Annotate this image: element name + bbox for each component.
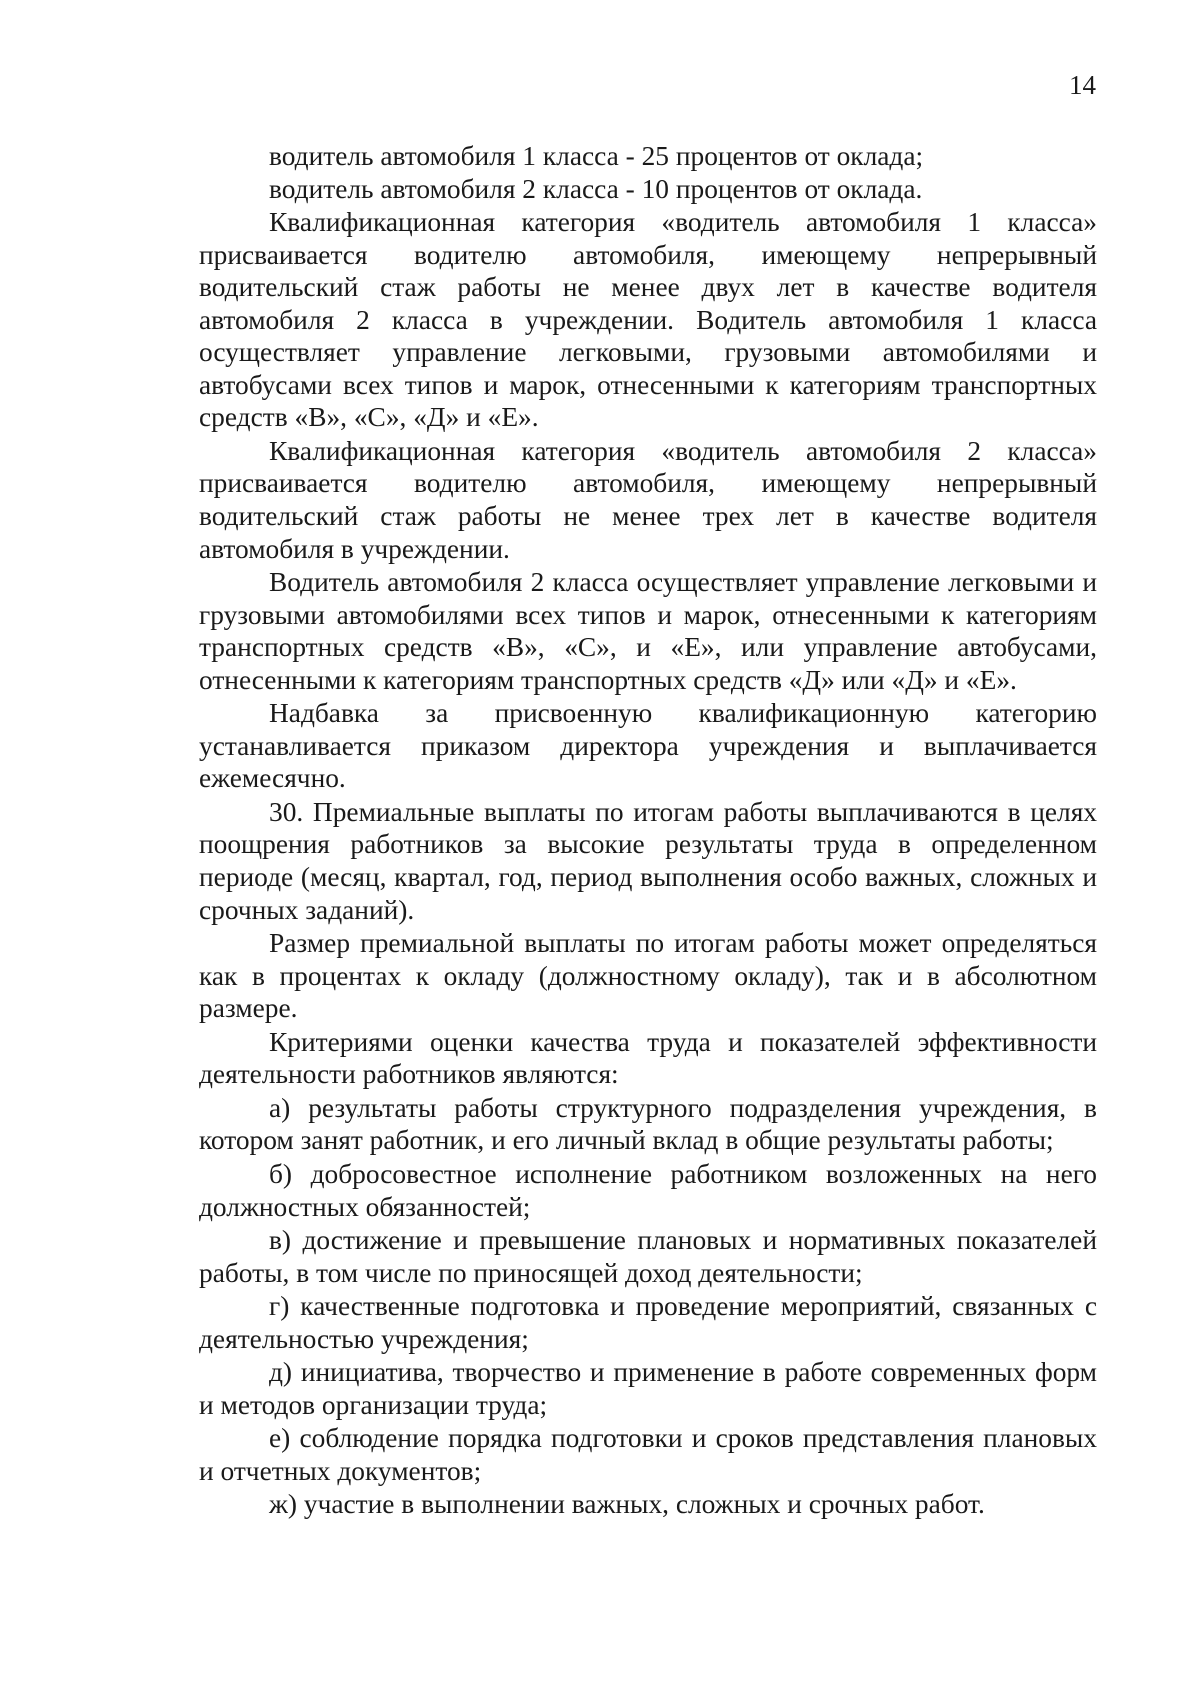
list-item-g: г) качественные подготовка и проведение мероприятий, связанных с деятельностью учреждения;: [199, 1291, 1097, 1354]
paragraph-class1-rate: водитель автомобиля 1 класса - 25 процентов от оклада;: [269, 141, 924, 171]
paragraph-allowance: Надбавка за присвоенную квалификационную категорию устанавливается приказом директора учреждения и выплачивается ежемесячно.: [199, 698, 1097, 794]
list-item-a: а) результаты работы структурного подразделения учреждения, в котором занят работник, и его личный вклад в общие результаты работы;: [199, 1092, 1097, 1156]
list-item-e: е) соблюдение порядка подготовки и сроков представления плановых и отчетных документов;: [199, 1423, 1097, 1486]
paragraph-bonus-payments: 30. Премиальные выплаты по итогам работы выплачиваются в целях поощрения работников за высокие результаты труда в определенном периоде (месяц, квартал, год, период выполнения особо важных, сложных и срочных заданий).: [199, 796, 1097, 925]
list-item-b: б) добросовестное исполнение работником возложенных на него должностных обязанностей;: [199, 1158, 1097, 1222]
document-body: [199, 140, 1097, 1521]
paragraph-criteria-intro: Критериями оценки качества труда и показателей эффективности деятельности работников являются:: [199, 1026, 1097, 1090]
paragraph-class2-rate: водитель автомобиля 2 класса - 10 процентов от оклада.: [269, 173, 923, 204]
paragraph-class1-category: Квалификационная категория «водитель автомобиля 1 класса» присваивается водителю автомобиля, имеющему непрерывный водительский стаж работы не менее двух лет в качестве водителя автомобиля 2 класса в учреждении. Водитель автомобиля 1 класса осуществляет управление легковыми, грузовыми автомобилями и автобусами всех типов и марок, отнесенными к категориям транспортных средств «В», «С», «Д» и «Е».: [199, 207, 1097, 433]
paragraph-bonus-size: Размер премиальной выплаты по итогам работы может определяться как в процентах к окладу (должностному окладу), так и в абсолютном размере.: [199, 928, 1097, 1024]
list-item-v: в) достижение и превышение плановых и нормативных показателей работы, в том числе по приносящей доход деятельности;: [199, 1225, 1097, 1288]
page-number: 14: [1069, 70, 1096, 100]
paragraph-class2-vehicles: Водитель автомобиля 2 класса осуществляет управление легковыми и грузовыми автомобилями всех типов и марок, отнесенными к категориям транспортных средств «В», «С», и «Е», или управление автобусами, отнесенными к категориям транспортных средств «Д» или «Д» и «Е».: [199, 567, 1097, 695]
paragraph-class2-category: Квалификационная категория «водитель автомобиля 2 класса» присваивается водителю автомобиля, имеющему непрерывный водительский стаж работы не менее трех лет в качестве водителя автомобиля в учреждении.: [199, 435, 1097, 564]
list-item-d: д) инициатива, творчество и применение в работе современных форм и методов организации труда;: [199, 1357, 1097, 1420]
list-item-zh: ж) участие в выполнении важных, сложных и срочных работ.: [269, 1489, 985, 1520]
